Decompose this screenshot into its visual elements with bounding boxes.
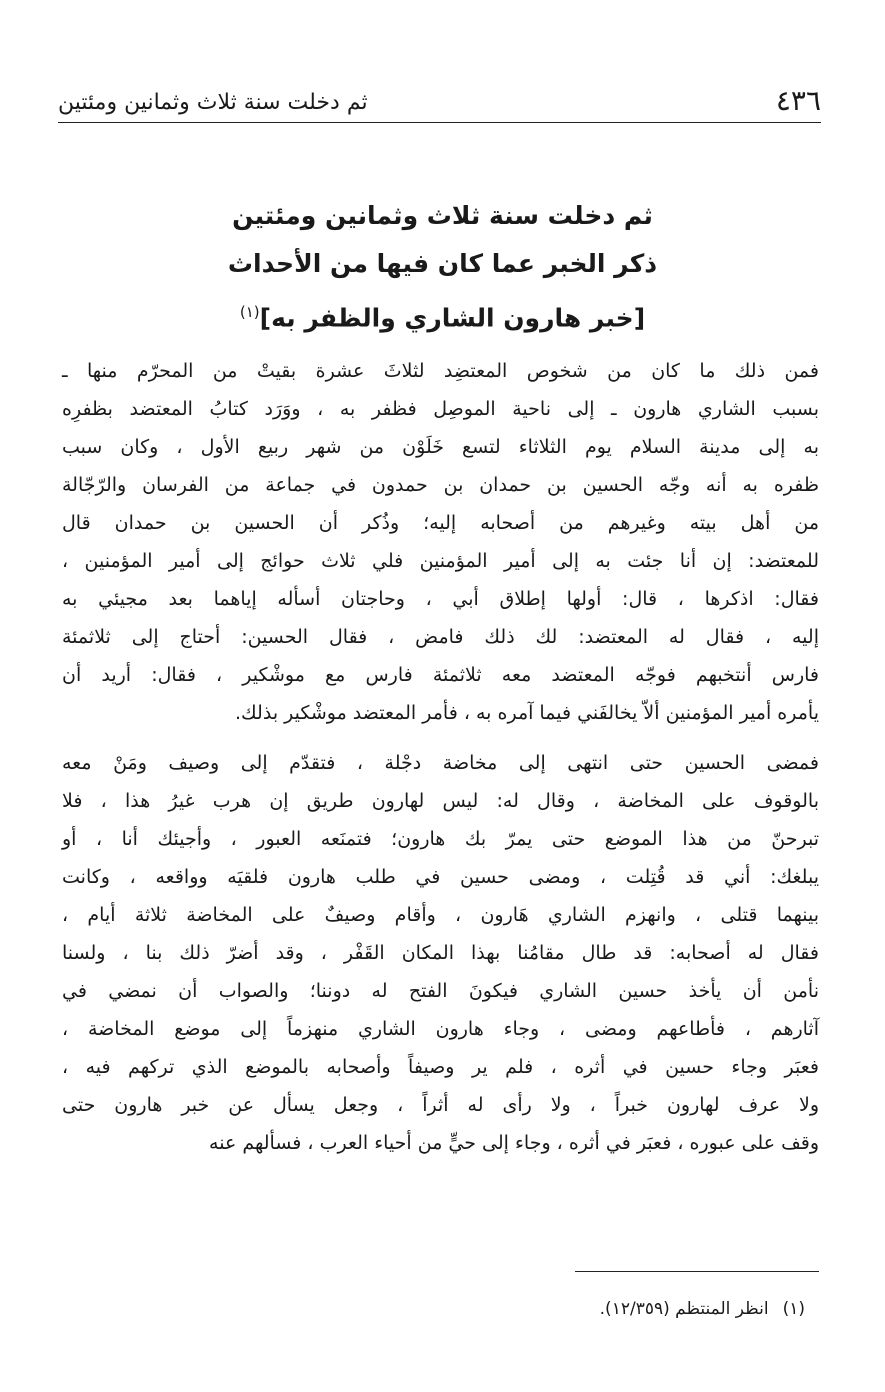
text-line: فارس أنتخبهم فوجّه المعتضد معه ثلاثمئة فارس مع موشْكير ، فقال: أريد أن: [62, 664, 819, 686]
text-line: ولا عرف لهارون خبراً ، ولا رأى له أثراً ، وجعل يسأل عن خبر هارون حتى: [62, 1094, 819, 1116]
page-number: ٤٣٦: [775, 84, 821, 117]
text-line: به إلى مدينة السلام يوم الثلاثاء لتسع خَلَوْن من شهر ربيع الأول ، وكان سبب: [62, 436, 819, 458]
paragraph: [62, 744, 819, 1162]
footnote-text: انظر المنتظم (١٢/٣٥٩).: [599, 1299, 769, 1319]
footnote-divider: [575, 1271, 819, 1272]
text-line: ظفره به أنه وجّه الحسين بن حمدان بن حمدون في جماعة من الفرسان والرّجّالة: [62, 474, 819, 496]
text-line: فقال له أصحابه: قد طال مقامُنا بهذا المكان القَفْر ، وقد أضرّ ذلك بنا ، ولسنا: [62, 942, 819, 964]
text-line: بسبب الشاري هارون ـ إلى ناحية الموصِل فظفر به ، ووَرَد كتابُ المعتضد بظفرِه: [62, 398, 819, 420]
year-title: ثم دخلت سنة ثلاث وثمانين ومئتين: [232, 201, 653, 230]
text-line: من أهل بيته وغيرهم من أصحابه إليه؛ وذُكر أن الحسين بن حمدان قال: [62, 512, 819, 534]
running-header: [58, 82, 821, 123]
footnote: [600, 1296, 805, 1322]
text-line: وقف على عبوره ، فعبَر في أثره ، وجاء إلى حيٍّ من أحياء العرب ، فسألهم عنه: [209, 1132, 819, 1154]
chapter-headings: [0, 192, 885, 342]
section-title: ذكر الخبر عما كان فيها من الأحداث: [227, 249, 658, 278]
text-line: فمن ذلك ما كان من شخوص المعتضِد لثلاثَ عشرة بقيتْ من المحرّم منها ـ: [62, 360, 819, 382]
text-line: يبلغك: أني قد قُتِلت ، ومضى حسين في طلب هارون فلقيَه وواقعه ، وكانت: [62, 866, 819, 888]
body-text: [62, 352, 819, 1162]
text-line: تبرحنّ من هذا الموضع حتى يمرّ بك هارون؛ فتمنَعه العبور ، وأجيئك أنا ، أو: [62, 828, 819, 850]
text-line: للمعتضد: إن أنا جئت به إلى أمير المؤمنين فلي ثلاث حوائج إلى أمير المؤمنين ،: [62, 550, 819, 572]
text-line: نأمن أن يأخذ حسين الشاري فيكونَ الفتح له دوننا؛ والصواب أن نمضي في: [62, 980, 819, 1002]
text-line: فمضى الحسين حتى انتهى إلى مخاضة دجْلة ، فتقدّم إلى وصيف ومَنْ معه: [62, 752, 819, 774]
text-line: آثارهم ، فأطاعهم ومضى ، وجاء هارون الشاري منهزماً إلى موضع المخاضة ،: [62, 1018, 819, 1040]
subsection-heading: [0, 288, 885, 342]
text-line: فقال: اذكرها ، قال: أولها إطلاق أبي ، وحاجتان أسأله إياهما بعد مجيئي به: [62, 588, 819, 610]
text-line: إليه ، فقال له المعتضد: لك ذلك فامض ، فقال الحسين: أحتاج إلى ثلاثمئة: [62, 626, 819, 648]
footnote-reference: (١): [239, 303, 260, 321]
running-title: ثم دخلت سنة ثلاث وثمانين ومئتين: [58, 90, 368, 115]
text-line: يأمره أمير المؤمنين ألاّ يخالفَني فيما آمره به ، فأمر المعتضد موشْكير بذلك.: [235, 702, 819, 724]
paragraph: [62, 352, 819, 732]
text-line: بينهما قتلى ، وانهزم الشاري هَارون ، وأقام وصيفٌ على المخاضة ثلاثة أيام ،: [62, 904, 819, 926]
text-line: بالوقوف على المخاضة ، وقال له: ليس لهارون طريق إن هرب غيرُ هذا ، فلا: [62, 790, 819, 812]
footnote-number: (١): [782, 1299, 805, 1319]
text-line: فعبَر وجاء حسين في أثره ، فلم ير وصيفاً وأصحابه بالموضع الذي تركهم فيه ،: [62, 1056, 819, 1078]
subsection-title: [خبر هارون الشاري والظفر به]: [259, 303, 646, 333]
